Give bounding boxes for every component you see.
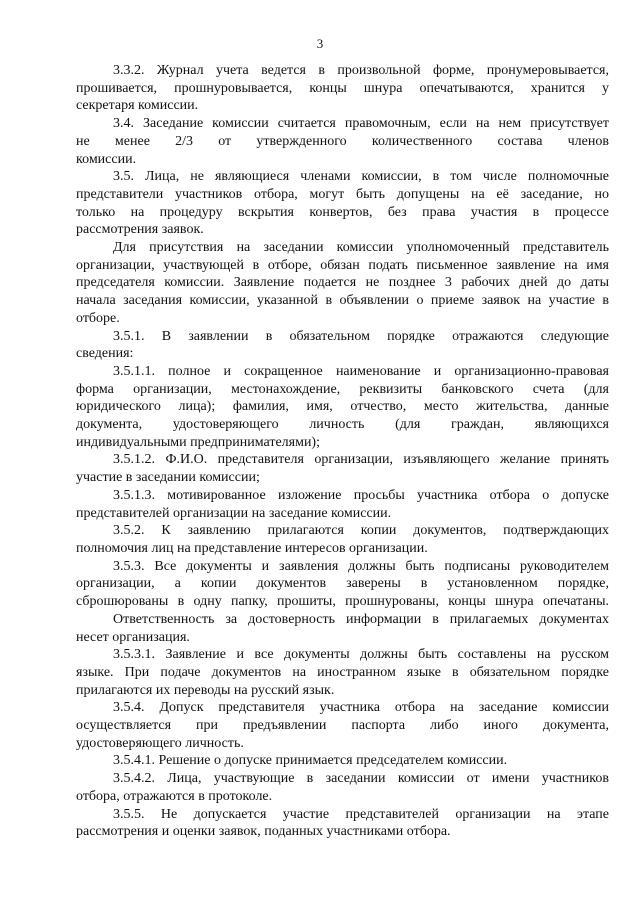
text-line-p3542-2: отбора, отражаются в протоколе. <box>76 788 273 804</box>
text-line-pdl-5: отборе. <box>76 310 120 326</box>
text-line-p351-2: сведения: <box>76 346 134 362</box>
text-line-p352-1: 3.5.2. К заявлению прилагаются копии документов, подтверждающих <box>113 523 609 539</box>
text-line-p3511-3: юридического лица); фамилия, имя, отчество, место жительства, данные <box>76 399 609 415</box>
text-line-p3531-2: языке. При подаче документов на иностранном языке в обязательном порядке <box>76 664 609 680</box>
text-line-p35-4: рассмотрения заявок. <box>76 222 204 238</box>
text-line-p353-3: сброшюрованы в одну папку, прошиты, прошнурованы, концы шнура опечатаны. <box>76 594 609 610</box>
text-line-p3541-1: 3.5.4.1. Решение о допуске принимается председателем комиссии. <box>113 753 508 769</box>
text-line-p353-1: 3.5.3. Все документы и заявления должны быть подписаны руководителем <box>113 558 609 574</box>
text-line-p3512-1: 3.5.1.2. Ф.И.О. представителя организации, изъявляющего желание принять <box>113 452 609 468</box>
text-line-p351-1: 3.5.1. В заявлении в обязательном порядке отражаются следующие <box>113 328 609 344</box>
text-line-p35-1: 3.5. Лица, не являющиеся членами комиссии, в том числе полномочные <box>113 169 609 185</box>
text-line-p354-1: 3.5.4. Допуск представителя участника отбора на заседание комиссии <box>113 700 609 716</box>
text-line-p3512-2: участие в заседании комиссии; <box>76 470 260 486</box>
text-line-p354-3: удостоверяющего личность. <box>76 735 244 751</box>
page-number: 3 <box>316 36 324 51</box>
text-line-p34-1: 3.4. Заседание комиссии считается правомочным, если на нем присутствует <box>113 116 609 132</box>
text-line-pdl-4: начала заседания комиссии, указанной в объявлении о приеме заявок на участие в <box>76 293 609 309</box>
text-line-pdl-2: организации, участвующей в отборе, обязан подать письменное заявление на имя <box>76 257 609 273</box>
text-line-p3511-2: форма организации, местонахождение, реквизиты банковского счета (для <box>76 381 609 397</box>
text-line-p3542-1: 3.5.4.2. Лица, участвующие в заседании комиссии от имени участников <box>113 771 609 787</box>
text-line-p353-2: организации, а копии документов заверены в установленном порядке, <box>76 576 609 592</box>
text-line-pdl-3: председателя комиссии. Заявление подается не позднее 3 рабочих дней до даты <box>76 275 609 291</box>
text-line-p34-2: не менее 2/3 от утвержденного количественного состава членов <box>76 133 609 149</box>
text-line-p332-1: 3.3.2. Журнал учета ведется в произвольной форме, пронумеровывается, <box>113 63 609 78</box>
document-body <box>76 62 609 841</box>
text-line-p3511-4: документа, удостоверяющего личность (для граждан, являющихся <box>76 417 609 433</box>
text-line-p332-3: секретаря комиссии. <box>76 98 199 114</box>
text-line-p3513-2: представителей организации на заседание комиссии. <box>76 505 392 521</box>
text-line-pot-1: Ответственность за достоверность информации в прилагаемых документах <box>113 611 609 627</box>
text-line-p355-2: рассмотрения и оценки заявок, поданных участниками отбора. <box>76 824 451 840</box>
text-line-p3511-5: индивидуальными предпринимателями); <box>76 434 320 450</box>
text-line-p3513-1: 3.5.1.3. мотивированное изложение просьбы участника отбора о допуске <box>113 487 609 503</box>
text-line-pot-2: несет организация. <box>76 629 190 645</box>
text-line-p3531-3: прилагаются их переводы на русский язык. <box>76 682 335 698</box>
text-line-pdl-1: Для присутствия на заседании комиссии уполномоченный представитель <box>113 240 609 256</box>
text-line-p35-3: только на процедуру вскрытия конвертов, без права участия в процессе <box>76 204 609 220</box>
text-line-p34-3: комиссии. <box>76 151 137 167</box>
text-line-p35-2: представители участников отбора, могут быть допущены на её заседание, но <box>76 186 609 202</box>
text-line-p355-1: 3.5.5. Не допускается участие представителей организации на этапе <box>113 806 609 822</box>
text-line-p354-2: осуществляется при предъявлении паспорта либо иного документа, <box>76 718 609 734</box>
text-line-p332-2: прошивается, прошнуровывается, концы шнура опечатываются, хранится у <box>76 80 609 96</box>
text-line-p3511-1: 3.5.1.1. полное и сокращенное наименование и организационно-правовая <box>113 363 609 379</box>
text-line-p352-2: полномочия лиц на представление интересов организации. <box>76 540 428 556</box>
text-line-p3531-1: 3.5.3.1. Заявление и все документы должны быть составлены на русском <box>113 647 609 663</box>
